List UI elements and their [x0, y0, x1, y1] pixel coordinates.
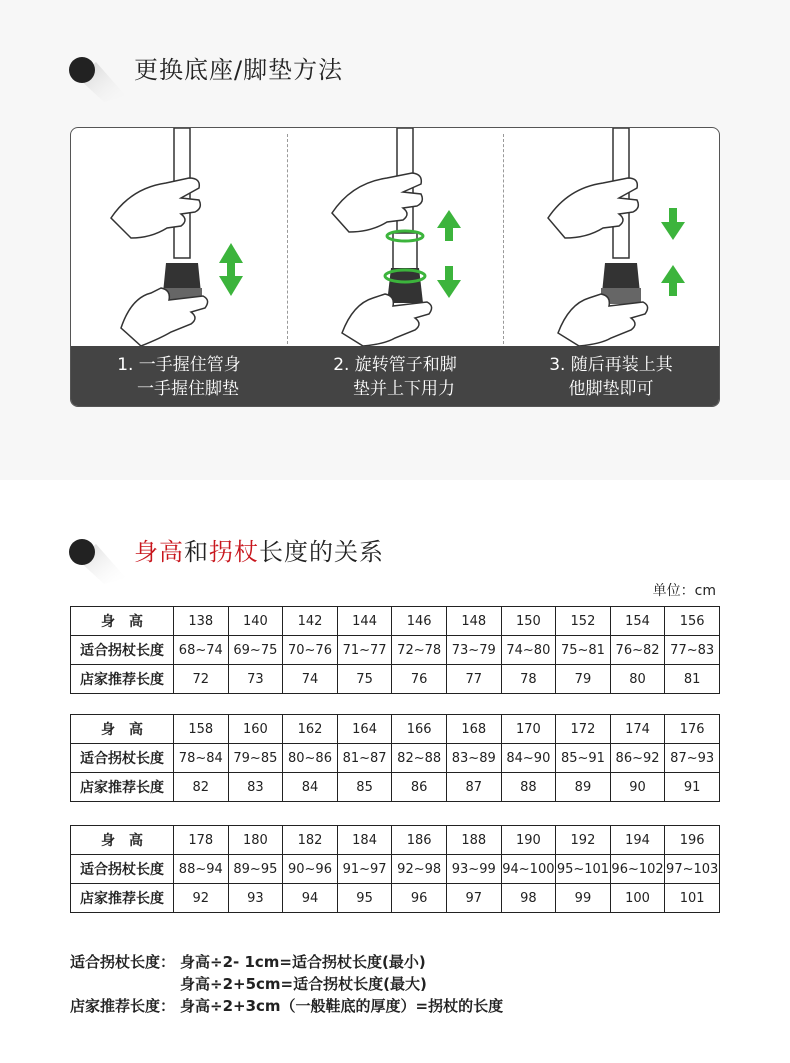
step-caption-line: 垫并上下用力 — [353, 379, 455, 399]
step1-caption — [71, 346, 287, 406]
table-cell: 81~87 — [337, 744, 392, 773]
step2-illustration — [287, 128, 503, 346]
size-table-2 — [70, 714, 720, 802]
table-cell: 73 — [228, 665, 283, 694]
table-cell: 170 — [501, 715, 556, 744]
table-cell: 178 — [174, 826, 229, 855]
table-cell: 87 — [446, 773, 501, 802]
formula-label: 适合拐杖长度： — [70, 953, 176, 971]
table-cell: 156 — [665, 607, 720, 636]
table-cell: 75 — [337, 665, 392, 694]
table-cell: 196 — [665, 826, 720, 855]
table-cell: 76~82 — [610, 636, 665, 665]
row-header: 适合拐杖长度 — [71, 855, 174, 884]
table-cell: 182 — [283, 826, 338, 855]
table-cell: 70~76 — [283, 636, 338, 665]
title-part: 和 — [184, 538, 209, 566]
formula-row — [70, 995, 503, 1017]
formula-notes — [70, 951, 503, 1017]
table-cell: 168 — [446, 715, 501, 744]
table-cell: 152 — [556, 607, 611, 636]
table-cell: 174 — [610, 715, 665, 744]
table-cell: 89 — [556, 773, 611, 802]
table-cell: 95~101 — [556, 855, 611, 884]
size-table-3 — [70, 825, 720, 913]
title-red-part: 身高 — [134, 538, 184, 566]
table-cell: 89~95 — [228, 855, 283, 884]
up-arrow-icon — [661, 265, 685, 296]
table-cell: 72 — [174, 665, 229, 694]
step1-illustration — [71, 128, 287, 346]
table-row — [71, 636, 720, 665]
table-cell: 77~83 — [665, 636, 720, 665]
table-cell: 146 — [392, 607, 447, 636]
updown-arrow-icon — [219, 243, 243, 296]
table-cell: 98 — [501, 884, 556, 913]
table-cell: 74~80 — [501, 636, 556, 665]
step3-illustration — [503, 128, 719, 346]
up-arrow-icon — [437, 210, 461, 241]
formula-text: 身高÷2- 1cm=适合拐杖长度(最小) — [180, 953, 426, 971]
table-cell: 79 — [556, 665, 611, 694]
table-cell: 100 — [610, 884, 665, 913]
step-caption-line: 2. 旋转管子和脚 — [333, 355, 457, 375]
table-cell: 88~94 — [174, 855, 229, 884]
table-cell: 180 — [228, 826, 283, 855]
table-cell: 75~81 — [556, 636, 611, 665]
table-cell: 82 — [174, 773, 229, 802]
table-cell: 73~79 — [446, 636, 501, 665]
table-cell: 140 — [228, 607, 283, 636]
title-red-part: 拐杖 — [209, 538, 259, 566]
table-cell: 88 — [501, 773, 556, 802]
table-cell: 94~100 — [501, 855, 556, 884]
table-cell: 194 — [610, 826, 665, 855]
step-caption-line: 一手握住脚垫 — [137, 379, 239, 399]
step3-caption — [503, 346, 719, 406]
table-cell: 82~88 — [392, 744, 447, 773]
table-cell: 95 — [337, 884, 392, 913]
section-title — [134, 532, 384, 567]
table-cell: 80~86 — [283, 744, 338, 773]
table-cell: 76 — [392, 665, 447, 694]
table-cell: 72~78 — [392, 636, 447, 665]
table-row — [71, 826, 720, 855]
row-header: 店家推荐长度 — [71, 884, 174, 913]
table-cell: 142 — [283, 607, 338, 636]
table-cell: 148 — [446, 607, 501, 636]
size-table-1 — [70, 606, 720, 694]
table-row — [71, 744, 720, 773]
table-cell: 83~89 — [446, 744, 501, 773]
table-cell: 96~102 — [610, 855, 665, 884]
formula-label: 店家推荐长度： — [70, 997, 176, 1015]
table-cell: 186 — [392, 826, 447, 855]
table-row — [71, 715, 720, 744]
table-cell: 188 — [446, 826, 501, 855]
table-cell: 190 — [501, 826, 556, 855]
table-cell: 86~92 — [610, 744, 665, 773]
table-cell: 90~96 — [283, 855, 338, 884]
table-cell: 85 — [337, 773, 392, 802]
table-cell: 79~85 — [228, 744, 283, 773]
table-cell: 69~75 — [228, 636, 283, 665]
row-header: 适合拐杖长度 — [71, 636, 174, 665]
table-cell: 144 — [337, 607, 392, 636]
table-cell: 71~77 — [337, 636, 392, 665]
table-row — [71, 607, 720, 636]
table-cell: 90 — [610, 773, 665, 802]
table-cell: 78 — [501, 665, 556, 694]
formula-row — [70, 973, 503, 995]
formula-row — [70, 951, 503, 973]
down-arrow-icon — [661, 208, 685, 240]
row-header: 身 高 — [71, 715, 174, 744]
table-row — [71, 884, 720, 913]
table-cell: 77 — [446, 665, 501, 694]
table-cell: 91~97 — [337, 855, 392, 884]
caption-bar — [71, 346, 719, 406]
table-cell: 150 — [501, 607, 556, 636]
step-caption-line: 1. 一手握住管身 — [117, 355, 241, 375]
down-arrow-icon — [437, 266, 461, 298]
table-cell: 87~93 — [665, 744, 720, 773]
table-cell: 84~90 — [501, 744, 556, 773]
table-cell: 158 — [174, 715, 229, 744]
row-header: 身 高 — [71, 826, 174, 855]
formula-text: 身高÷2+5cm=适合拐杖长度(最大) — [180, 975, 427, 993]
table-cell: 101 — [665, 884, 720, 913]
step-caption-line: 3. 随后再装上其 — [549, 355, 673, 375]
unit-label: 单位：cm — [652, 583, 716, 599]
table-cell: 80 — [610, 665, 665, 694]
table-cell: 97~103 — [665, 855, 720, 884]
table-row — [71, 773, 720, 802]
table-cell: 83 — [228, 773, 283, 802]
table-cell: 162 — [283, 715, 338, 744]
table-row — [71, 855, 720, 884]
table-cell: 176 — [665, 715, 720, 744]
instruction-panel — [70, 127, 720, 407]
bullet-dot-icon — [68, 52, 128, 102]
table-cell: 74 — [283, 665, 338, 694]
table-cell: 172 — [556, 715, 611, 744]
row-header: 店家推荐长度 — [71, 773, 174, 802]
table-cell: 96 — [392, 884, 447, 913]
table-cell: 86 — [392, 773, 447, 802]
table-cell: 164 — [337, 715, 392, 744]
table-cell: 166 — [392, 715, 447, 744]
step-caption-line: 他脚垫即可 — [568, 379, 654, 399]
table-cell: 84 — [283, 773, 338, 802]
formula-text: 身高÷2+3cm（一般鞋底的厚度）=拐杖的长度 — [180, 997, 504, 1015]
row-header: 店家推荐长度 — [71, 665, 174, 694]
bullet-dot-icon — [68, 534, 128, 584]
row-header: 身 高 — [71, 607, 174, 636]
title-part: 长度的关系 — [259, 538, 384, 566]
table-cell: 68~74 — [174, 636, 229, 665]
table-row — [71, 665, 720, 694]
row-header: 适合拐杖长度 — [71, 744, 174, 773]
section-title: 更换底座/脚垫方法 — [134, 56, 344, 84]
table-cell: 85~91 — [556, 744, 611, 773]
table-cell: 160 — [228, 715, 283, 744]
table-cell: 81 — [665, 665, 720, 694]
table-cell: 138 — [174, 607, 229, 636]
table-cell: 91 — [665, 773, 720, 802]
table-cell: 184 — [337, 826, 392, 855]
table-cell: 97 — [446, 884, 501, 913]
step2-caption — [287, 346, 503, 406]
table-cell: 78~84 — [174, 744, 229, 773]
table-cell: 93~99 — [446, 855, 501, 884]
table-cell: 92 — [174, 884, 229, 913]
table-cell: 99 — [556, 884, 611, 913]
table-cell: 94 — [283, 884, 338, 913]
table-cell: 154 — [610, 607, 665, 636]
table-cell: 92~98 — [392, 855, 447, 884]
table-cell: 93 — [228, 884, 283, 913]
table-cell: 192 — [556, 826, 611, 855]
